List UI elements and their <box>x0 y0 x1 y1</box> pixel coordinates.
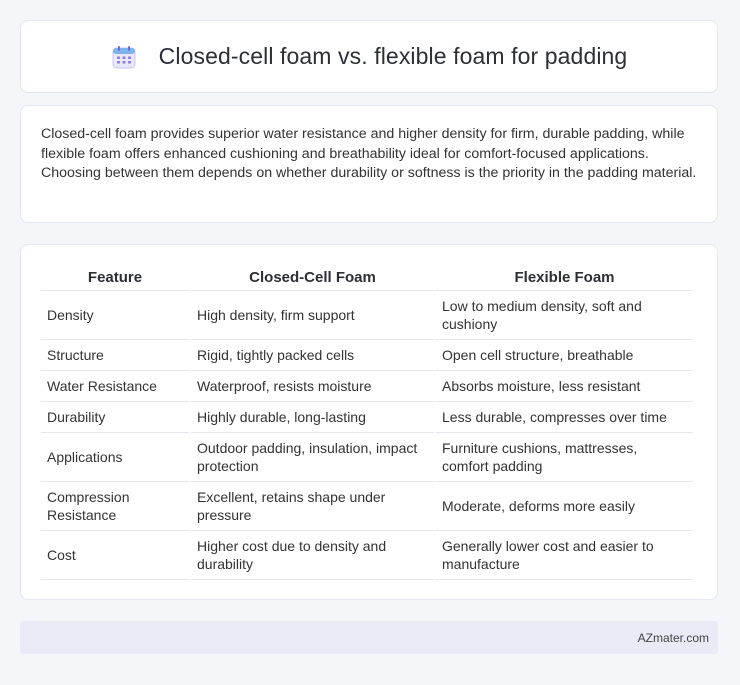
flexible-value: Moderate, deforms more easily <box>436 482 693 531</box>
feature-cell: Water Resistance <box>41 371 189 402</box>
flexible-value: Open cell structure, breathable <box>436 340 693 371</box>
table-row <box>41 402 693 433</box>
flexible-value: Furniture cushions, mattresses, comfort padding <box>436 433 693 482</box>
summary-text: Closed-cell foam provides superior water resistance and higher density for firm, durable padding, while flexible foam offers enhanced cushioning and breathability ideal for comfort-focused applications. Choosing between them depends on whether durability or softness is the priority in the padding material. <box>41 126 697 181</box>
closed-cell-value: Excellent, retains shape under pressure <box>191 482 434 531</box>
table-row <box>41 482 693 531</box>
closed-cell-value: Higher cost due to density and durability <box>191 531 434 580</box>
table-row <box>41 371 693 402</box>
closed-cell-value: Highly durable, long-lasting <box>191 402 434 433</box>
flexible-value: Absorbs moisture, less resistant <box>436 371 693 402</box>
table-row <box>41 433 693 482</box>
comparison-table <box>39 265 695 580</box>
summary-card <box>20 105 718 223</box>
column-header-feature: Feature <box>41 265 189 291</box>
table-row <box>41 531 693 580</box>
footer <box>20 621 718 654</box>
feature-cell: Structure <box>41 340 189 371</box>
flexible-value: Less durable, compresses over time <box>436 402 693 433</box>
feature-cell: Density <box>41 291 189 340</box>
footer-brand: AZmater.com <box>637 630 709 645</box>
comparison-card <box>20 244 718 600</box>
table-header-row <box>41 265 693 291</box>
closed-cell-value: Waterproof, resists moisture <box>191 371 434 402</box>
feature-cell: Applications <box>41 433 189 482</box>
column-header-flexible: Flexible Foam <box>436 265 693 291</box>
column-header-closed-cell: Closed-Cell Foam <box>191 265 434 291</box>
table-row <box>41 291 693 340</box>
closed-cell-value: High density, firm support <box>191 291 434 340</box>
closed-cell-value: Rigid, tightly packed cells <box>191 340 434 371</box>
feature-cell: Cost <box>41 531 189 580</box>
closed-cell-value: Outdoor padding, insulation, impact protection <box>191 433 434 482</box>
page-title: Closed-cell foam vs. flexible foam for padding <box>158 43 628 69</box>
flexible-value: Low to medium density, soft and cushiony <box>436 291 693 340</box>
calendar-icon <box>111 44 137 70</box>
feature-cell: Compression Resistance <box>41 482 189 531</box>
flexible-value: Generally lower cost and easier to manufacture <box>436 531 693 580</box>
title-card <box>20 20 718 93</box>
feature-cell: Durability <box>41 402 189 433</box>
table-row <box>41 340 693 371</box>
